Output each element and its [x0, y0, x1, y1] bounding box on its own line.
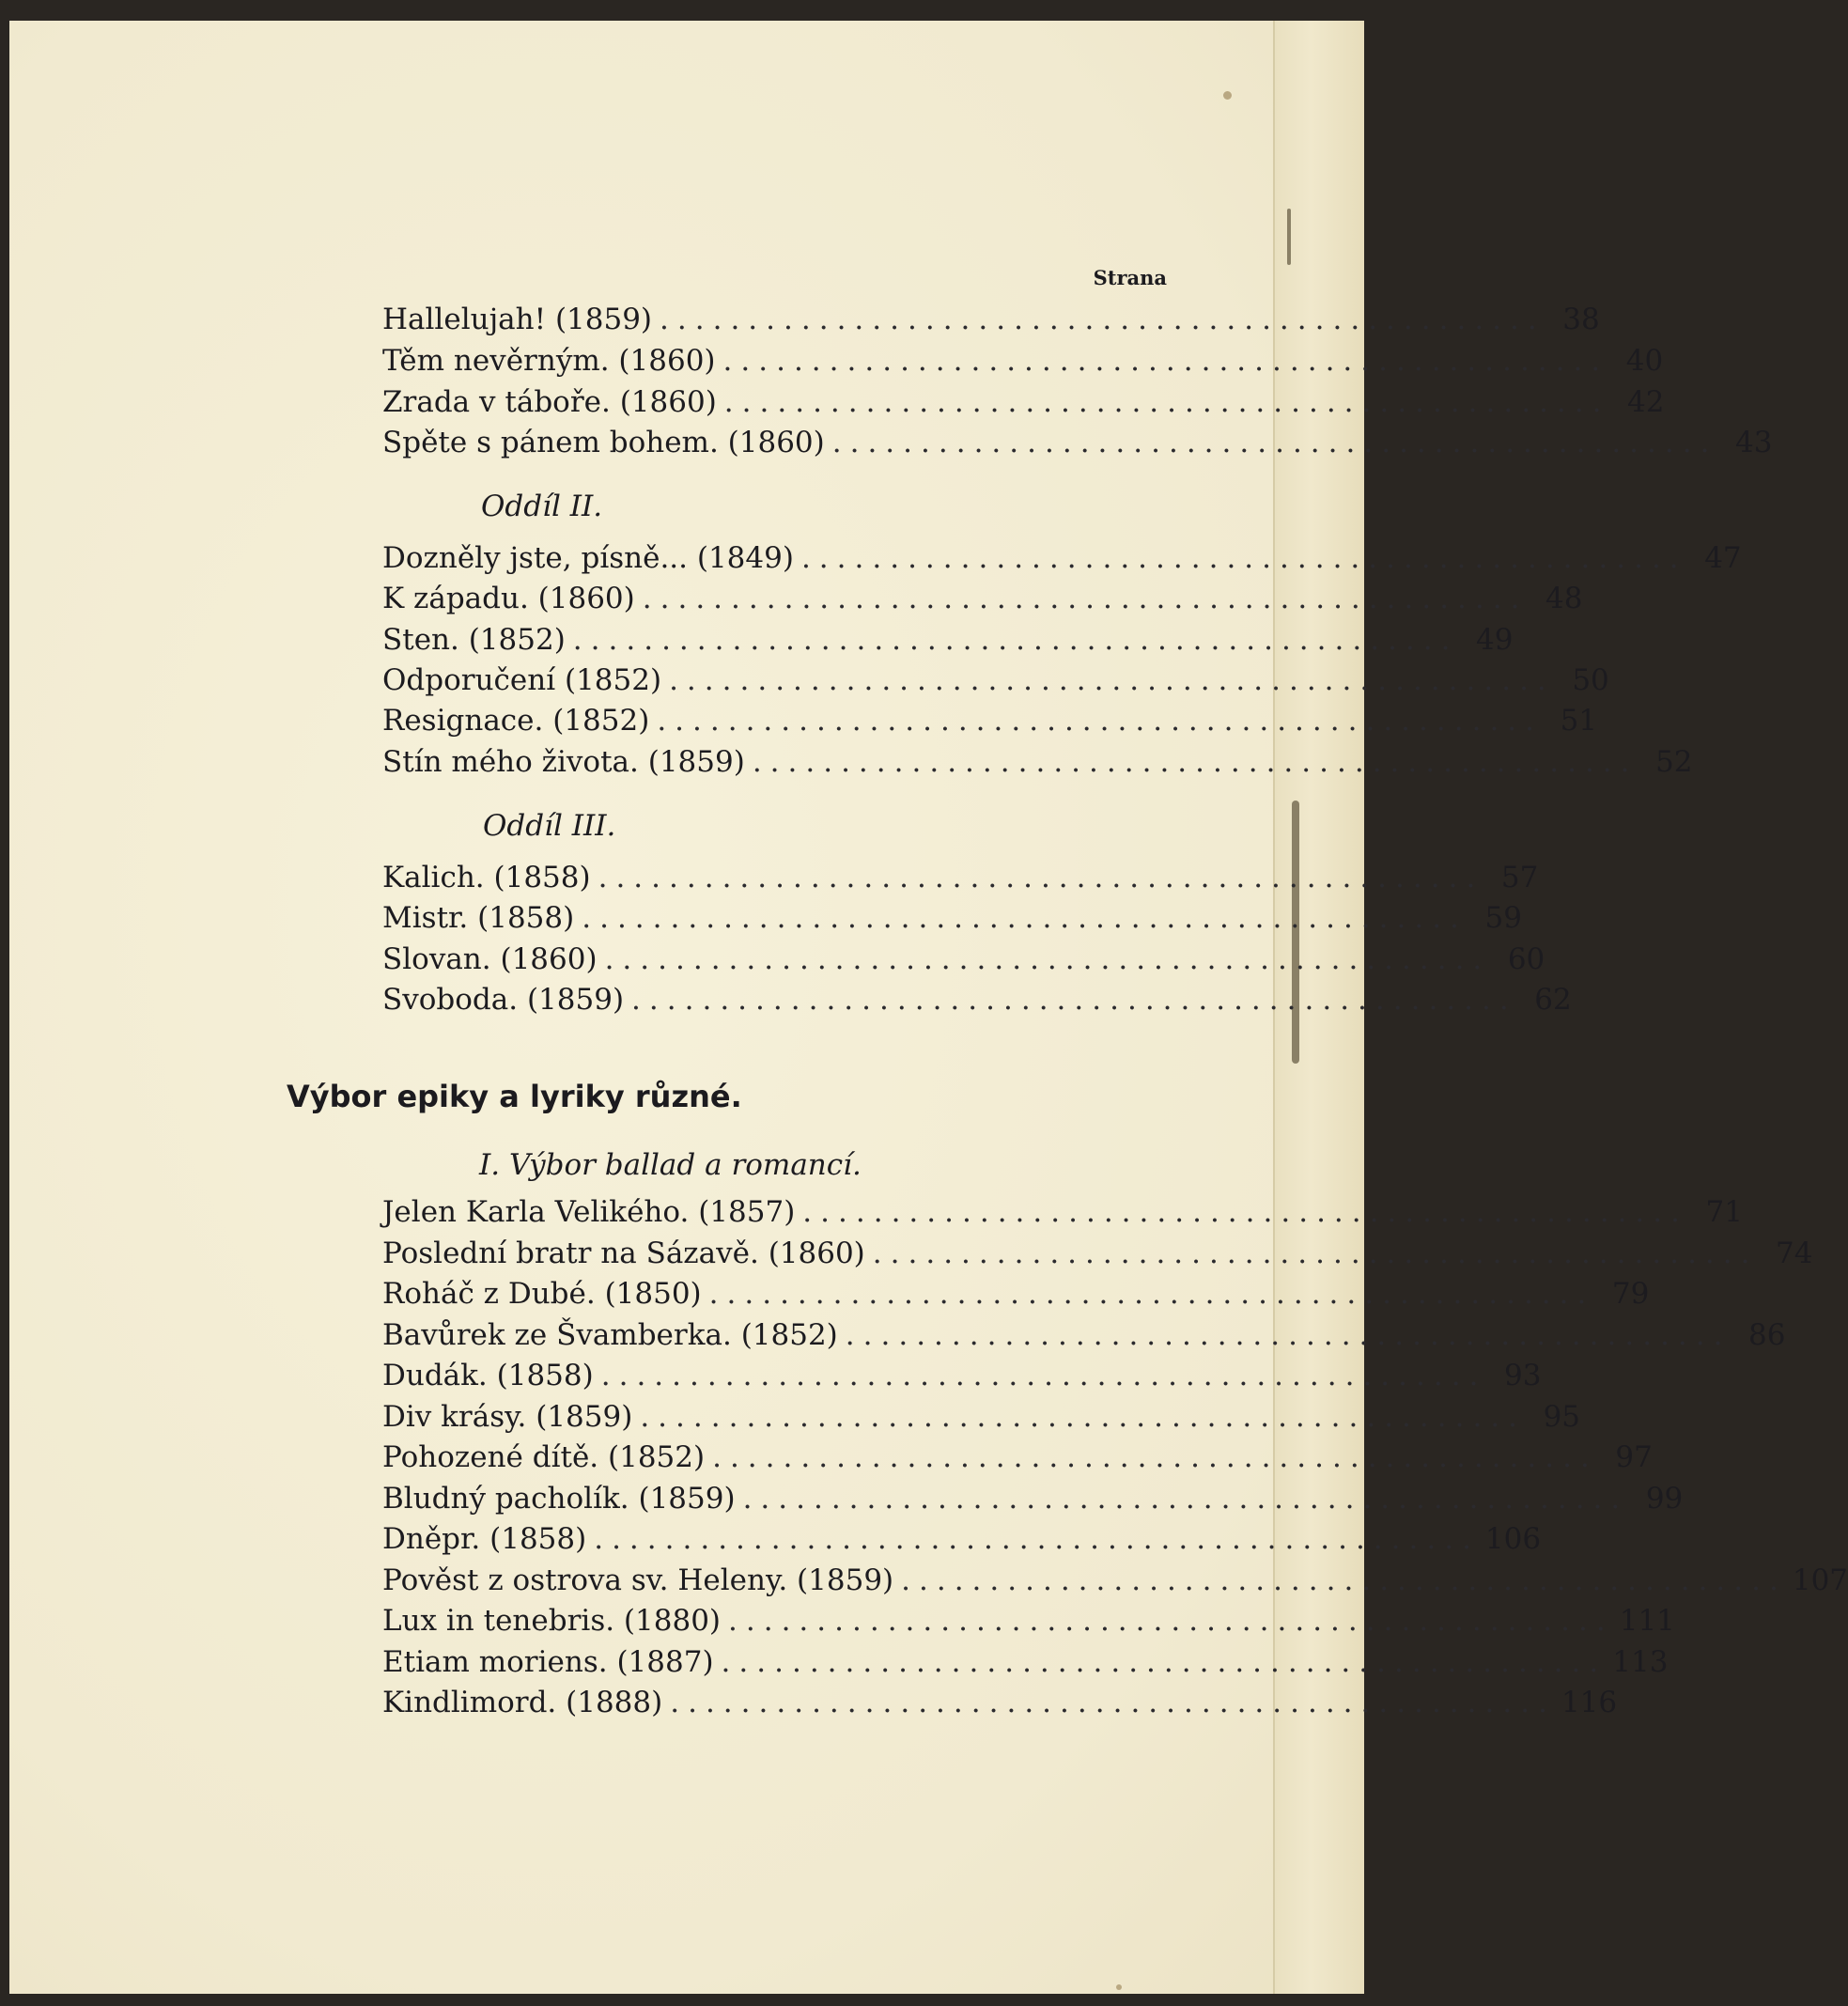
- entry-title: Resignace. (1852): [382, 704, 650, 738]
- entry-page: 86: [1748, 1318, 1786, 1352]
- entry-page: 49: [1476, 623, 1514, 657]
- entry-title: Dudák. (1858): [382, 1359, 594, 1392]
- dot-leader: ..................................................: [901, 1563, 1787, 1597]
- entry-page: 93: [1503, 1359, 1542, 1392]
- toc-entry: [382, 1236, 1813, 1274]
- entry-page: 107: [1792, 1563, 1848, 1597]
- entry-title: Svoboda. (1859): [382, 983, 625, 1017]
- entry-page: 62: [1534, 983, 1572, 1017]
- dot-leader: ..................................................: [657, 704, 1544, 738]
- entry-title: Jelen Karla Velikého. (1857): [382, 1195, 796, 1229]
- toc-entry: [382, 861, 1539, 898]
- toc-entry: [382, 704, 1598, 741]
- dot-leader: ..................................................: [752, 745, 1638, 779]
- entry-page: 95: [1543, 1400, 1581, 1434]
- entry-page: 51: [1560, 704, 1598, 738]
- dot-leader: ..................................................: [721, 1645, 1607, 1679]
- toc-entry: [382, 1686, 1618, 1723]
- toc-entry: [382, 983, 1572, 1020]
- entry-page: 48: [1545, 582, 1583, 615]
- entry-title: Dněpr. (1858): [382, 1522, 587, 1556]
- toc-entry: [382, 1400, 1581, 1438]
- entry-title: Hallelujah! (1859): [382, 303, 653, 336]
- section-heading: Výbor epiky a lyriky různé.: [287, 1079, 742, 1114]
- entry-title: Zrada v táboře. (1860): [382, 385, 717, 419]
- toc-entry: [382, 901, 1522, 939]
- entry-title: Dozněly jste, písně... (1849): [382, 541, 794, 575]
- entry-page: 79: [1611, 1277, 1650, 1311]
- entry-title: Bludný pacholík. (1859): [382, 1482, 736, 1516]
- toc-entry: [382, 745, 1693, 783]
- toc-entry: [382, 1563, 1848, 1601]
- toc-entry: [382, 1359, 1542, 1396]
- entry-title: Div krásy. (1859): [382, 1400, 633, 1434]
- paper-spot: [1116, 1984, 1122, 1990]
- entry-page: 47: [1704, 541, 1742, 575]
- toc-entry: [382, 663, 1609, 701]
- dot-leader: ..................................................: [598, 861, 1484, 894]
- toc-entry: [382, 541, 1742, 579]
- entry-title: Spěte s pánem bohem. (1860): [382, 426, 825, 459]
- dot-leader: ..................................................: [582, 901, 1468, 935]
- dot-leader: ..................................................: [604, 942, 1491, 976]
- entry-title: Bavůrek ze Švamberka. (1852): [382, 1318, 838, 1352]
- entry-page: 106: [1484, 1522, 1542, 1556]
- subsection-heading: Oddíl II.: [481, 490, 603, 523]
- dot-leader: ..................................................: [642, 582, 1529, 615]
- entry-title: Lux in tenebris. (1880): [382, 1604, 722, 1638]
- entry-title: Kindlimord. (1888): [382, 1686, 663, 1719]
- entry-title: Mistr. (1858): [382, 901, 575, 935]
- dot-leader: ..................................................: [660, 303, 1545, 336]
- entry-page: 40: [1625, 344, 1664, 378]
- toc-entry: [382, 1645, 1669, 1683]
- dot-leader: ..................................................: [723, 385, 1610, 419]
- page-column-label: Strana: [1093, 266, 1167, 289]
- entry-page: 74: [1776, 1236, 1813, 1270]
- dot-leader: ..................................................: [712, 1440, 1598, 1474]
- entry-title: Pověst z ostrova sv. Heleny. (1859): [382, 1563, 894, 1597]
- toc-entry: [382, 623, 1514, 661]
- entry-page: 97: [1615, 1440, 1653, 1474]
- entry-title: Těm nevěrným. (1860): [382, 344, 716, 378]
- entry-page: 42: [1627, 385, 1665, 419]
- toc-entry: [382, 582, 1583, 619]
- dot-leader: ..................................................: [572, 623, 1459, 657]
- entry-title: Roháč z Dubé. (1850): [382, 1277, 702, 1311]
- entry-title: Odporučení (1852): [382, 663, 662, 697]
- entry-title: Poslední bratr na Sázavě. (1860): [382, 1236, 865, 1270]
- dot-leader: ..................................................: [800, 541, 1687, 575]
- entry-title: Kalich. (1858): [382, 861, 591, 894]
- dot-leader: ..................................................: [872, 1236, 1759, 1270]
- toc-entry: [382, 1277, 1650, 1314]
- subsection-heading: Oddíl III.: [483, 809, 616, 843]
- dot-leader: ..................................................: [594, 1522, 1480, 1556]
- dot-leader: ..................................................: [831, 426, 1718, 459]
- toc-entry: [382, 942, 1545, 980]
- toc-entry: [382, 1318, 1786, 1356]
- entry-title: Pohozené dítě. (1852): [382, 1440, 706, 1474]
- entry-page: 52: [1655, 745, 1693, 779]
- entry-page: 99: [1645, 1482, 1684, 1516]
- toc-entry: [382, 1440, 1653, 1478]
- toc-entry: [382, 1604, 1675, 1641]
- toc-entry: [382, 303, 1600, 340]
- dot-leader: ..................................................: [728, 1604, 1614, 1638]
- toc-entry: [382, 426, 1773, 463]
- entry-title: Slovan. (1860): [382, 942, 598, 976]
- entry-page: 50: [1572, 663, 1609, 697]
- toc-entry: [382, 385, 1665, 423]
- subsection-heading: I. Výbor ballad a romancí.: [479, 1148, 862, 1182]
- entry-page: 60: [1507, 942, 1545, 976]
- binding-thread: [1287, 209, 1291, 265]
- entry-page: 116: [1561, 1686, 1618, 1719]
- dot-leader: ..................................................: [802, 1195, 1688, 1229]
- paper-spot: [1223, 91, 1232, 100]
- entry-page: 43: [1735, 426, 1773, 459]
- dot-leader: ..................................................: [708, 1277, 1595, 1311]
- entry-title: Sten. (1852): [382, 623, 566, 657]
- entry-title: Stín mého života. (1859): [382, 745, 745, 779]
- entry-page: 57: [1500, 861, 1539, 894]
- dot-leader: ..................................................: [669, 663, 1555, 697]
- entry-title: K západu. (1860): [382, 582, 635, 615]
- entry-page: 38: [1562, 303, 1600, 336]
- entry-title: Etiam moriens. (1887): [382, 1645, 714, 1679]
- entry-page: 59: [1484, 901, 1522, 935]
- dot-leader: ..................................................: [722, 344, 1609, 378]
- dot-leader: ..................................................: [845, 1318, 1732, 1352]
- toc-entry: [382, 1522, 1542, 1560]
- dot-leader: ..................................................: [742, 1482, 1629, 1516]
- entry-page: 111: [1619, 1604, 1675, 1638]
- entry-page: 113: [1612, 1645, 1669, 1679]
- dot-leader: ..................................................: [600, 1359, 1487, 1392]
- toc-entry: [382, 1195, 1743, 1233]
- toc-entry: [382, 1482, 1684, 1519]
- dot-leader: ..................................................: [631, 983, 1517, 1017]
- toc-entry: [382, 344, 1664, 381]
- entry-page: 71: [1705, 1195, 1743, 1229]
- dot-leader: ..................................................: [670, 1686, 1556, 1719]
- dot-leader: ..................................................: [640, 1400, 1527, 1434]
